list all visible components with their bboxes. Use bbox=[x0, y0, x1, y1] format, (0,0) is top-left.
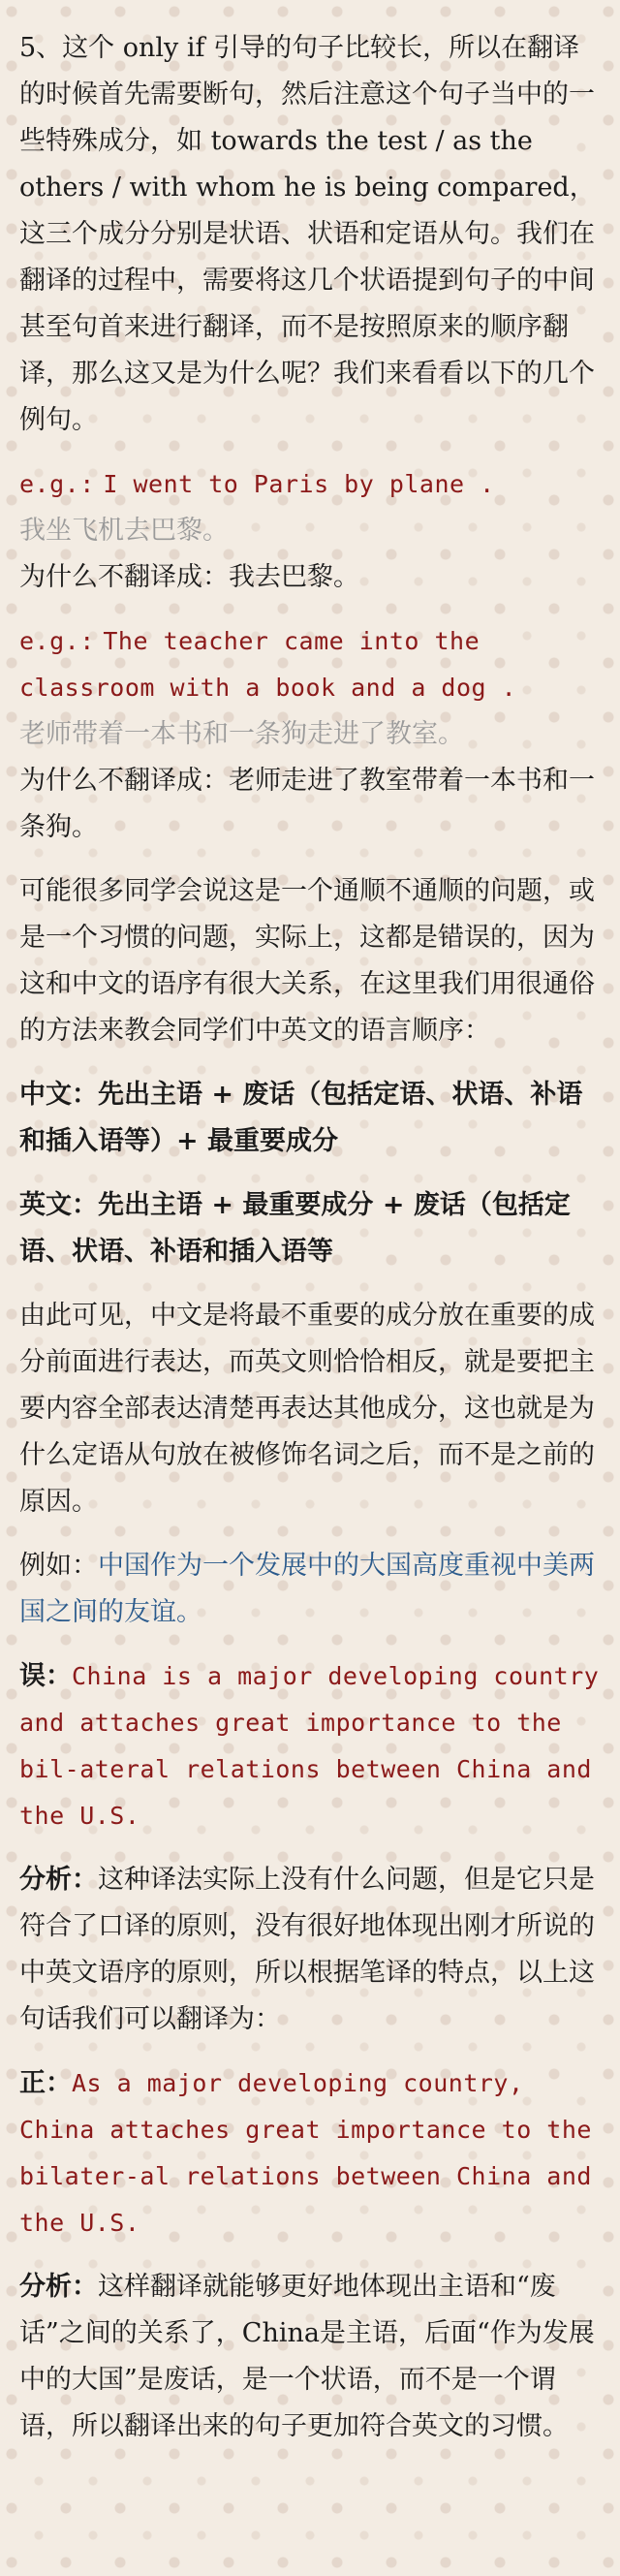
analysis-2-text: 这样翻译就能够更好地体现出主语和“废话”之间的关系了，China是主语，后面“作为发展中的大国”是废话，是一个状语，而不是一个谓语，所以翻译出来的句子更加符合英文的习惯。 bbox=[19, 2272, 595, 2441]
explanation-paragraph: 可能很多同学会说这是一个通顺不通顺的问题，或是一个习惯的问题，实际上，这都是错误的，因为这和中文的语序有很大关系，在这里我们用很通俗的方法来教会同学们中英文的语言顺序： bbox=[19, 876, 595, 1046]
wrong-translation bbox=[19, 1653, 601, 1839]
example-1-question: 为什么不翻译成：我去巴黎。 bbox=[19, 562, 359, 592]
example-3-sentence: 中国作为一个发展中的大国高度重视中美两国之间的友谊。 bbox=[19, 1551, 595, 1627]
analysis-2-label: 分析： bbox=[19, 2272, 98, 2302]
wrong-label: 误： bbox=[19, 1661, 72, 1691]
wrong-sentence: China is a major developing country and attaches great importance to the bil-ateral relations between China and the U.S. bbox=[19, 1662, 600, 1830]
correct-translation bbox=[19, 2060, 601, 2246]
intro-paragraph: 5、这个 only if 引导的句子比较长，所以在翻译的时候首先需要断句，然后注意这个句子当中的一些特殊成分，如 towards the test / as the others / with whom he is being compared，这三个成分分别是状语、状语和定语从句。我们在翻译的过程中，需要将这几个状语提到句子的中间甚至句首来进行翻译，而不是按照原来的顺序翻译，那么这又是为什么呢？我们来看看以下的几个例句。 bbox=[19, 33, 596, 435]
correct-sentence: As a major developing country, China attaches great importance to the bilater-al relations between China and the U.S. bbox=[19, 2069, 592, 2237]
example-2-chinese: 老师带着一本书和一条狗走进了教室。 bbox=[19, 719, 464, 749]
analysis-1 bbox=[19, 1857, 601, 2043]
example-3-label: 例如： bbox=[19, 1551, 98, 1581]
example-3 bbox=[19, 1543, 601, 1636]
analysis-2 bbox=[19, 2264, 601, 2450]
example-1-english bbox=[19, 461, 601, 508]
correct-label: 正： bbox=[19, 2068, 72, 2098]
analysis-1-label: 分析： bbox=[19, 1865, 98, 1895]
example-2-english bbox=[19, 618, 601, 711]
example-1-chinese: 我坐飞机去巴黎。 bbox=[19, 516, 229, 546]
example-2-label: e.g.: bbox=[19, 627, 95, 655]
chinese-word-order-rule: 中文：先出主语 + 废话（包括定语、状语、补语和插入语等）+ 最重要成分 bbox=[19, 1080, 583, 1156]
analysis-1-text: 这种译法实际上没有什么问题，但是它只是符合了口译的原则，没有很好地体现出刚才所说的中英文语序的原则，所以根据笔译的特点，以上这句话我们可以翻译为： bbox=[19, 1865, 595, 2034]
english-word-order-rule: 英文：先出主语 + 最重要成分 + 废话（包括定语、状语、补语和插入语等 bbox=[19, 1190, 571, 1267]
example-2-question: 为什么不翻译成：老师走进了教室带着一本书和一条狗。 bbox=[19, 766, 595, 842]
example-2-sentence: The teacher came into the classroom with a book and a dog . bbox=[19, 627, 517, 702]
conclusion-paragraph: 由此可见，中文是将最不重要的成分放在重要的成分前面进行表达，而英文则恰恰相反，就是要把主要内容全部表达清楚再表达其他成分，这也就是为什么定语从句放在被修饰名词之后，而不是之前的原因。 bbox=[19, 1301, 595, 1517]
example-1-sentence: I went to Paris by plane . bbox=[103, 470, 495, 498]
example-1-label: e.g.: bbox=[19, 470, 95, 498]
